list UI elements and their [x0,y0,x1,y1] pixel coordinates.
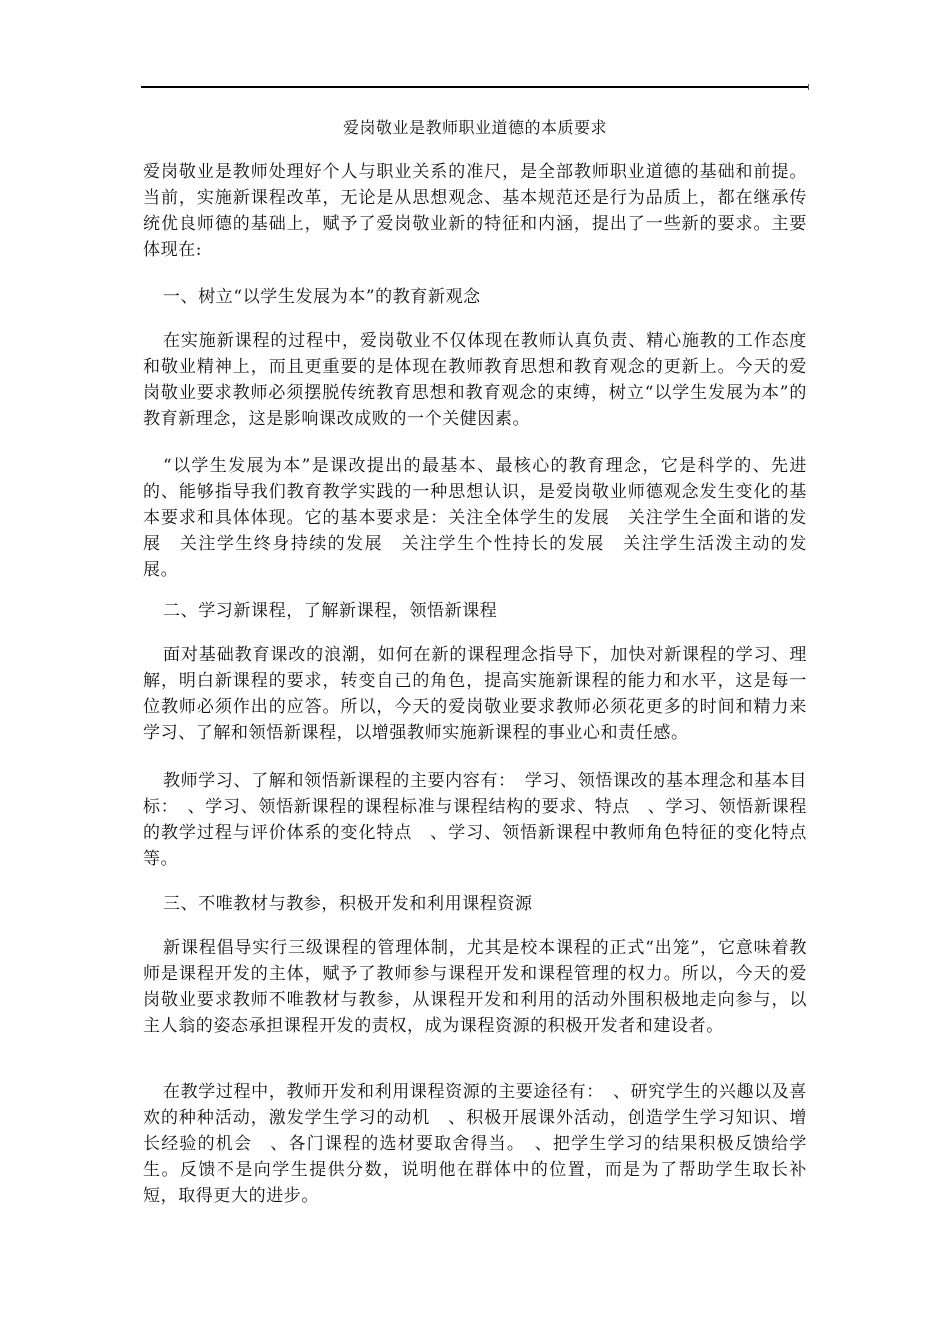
section-3-paragraph-2: 在教学过程中，教师开发和利用课程资源的主要途径有： 、研究学生的兴趣以及喜欢的种种活动，激发学生学习的动机 、积极开展课外活动，创造学生学习知识、增长经验的机会 、各门课程的选材要取舍得当。 、把学生学习的结果积极反馈给学生。反馈不是向学生提供分数，说明他在群体中的位置，而是为了帮助学生取长补短，取得更大的进步。 [143,1082,807,1206]
section-3-paragraph-1: 新课程倡导实行三级课程的管理体制，尤其是校本课程的正式“出笼”，它意味着教师是课程开发的主体，赋予了教师参与课程开发和课程管理的权力。所以，今天的爱岗敬业要求教师不唯教材与教参，从课程开发和利用的活动外围积极地走向参与，以主人翁的姿态承担课程开发的责权，成为课程资源的积极开发者和建设者。 [143,938,807,1036]
header-rule-tick [808,84,809,90]
intro-paragraph: 爱岗敬业是教师处理好个人与职业关系的准尺，是全部教师职业道德的基础和前提。当前，实施新课程改革，无论是从思想观念、基本规范还是行为品质上，都在继承传统优良师德的基础上，赋予了爱岗敬业新的特征和内涵，提出了一些新的要求。主要体现在: [143,162,807,260]
section-1-paragraph-2: “以学生发展为本”是课改提出的最基本、最核心的教育理念，它是科学的、先进的、能够指导我们教育教学实践的一种思想认识，是爱岗敬业师德观念发生变化的基本要求和具体体现。它的基本要求是：关注全体学生的发展 关注学生全面和谐的发展 关注学生终身持续的发展 关注学生个性持长的发展 关注学生活泼主动的发展。 [143,456,807,580]
section-1-paragraph-1: 在实施新课程的过程中，爱岗敬业不仅体现在教师认真负责、精心施教的工作态度和敬业精神上，而且更重要的是体现在教师教育思想和教育观念的更新上。今天的爱岗敬业要求教师必须摆脱传统教育思想和教育观念的束缚，树立“以学生发展为本”的教育新理念，这是影响课改成败的一个关健因素。 [143,331,807,429]
section-1-heading: 一、树立“以学生发展为本”的教育新观念 [163,287,481,307]
section-2-heading: 二、学习新课程，了解新课程，领悟新课程 [163,601,498,621]
section-3-heading: 三、不唯教材与教参，积极开发和利用课程资源 [163,894,533,914]
section-2-paragraph-1: 面对基础教育课改的浪潮，如何在新的课程理念指导下，加快对新课程的学习、理解，明白新课程的要求，转变自己的角色，提高实施新课程的能力和水平，这是每一位教师必须作出的应答。所以，今天的爱岗敬业要求教师必须花更多的时间和精力来学习、了解和领悟新课程，以增强教师实施新课程的事业心和责任感。 [143,645,807,743]
section-2-paragraph-2: 教师学习、了解和领悟新课程的主要内容有： 学习、领悟课改的基本理念和基本目标： 、学习、领悟新课程的课程标准与课程结构的要求、特点 、学习、领悟新课程的教学过程与评价体系的变化特点 、学习、领悟新课程中教师角色特征的变化特点等。 [143,771,807,869]
document-title: 爱岗敬业是教师职业道德的本质要求 [342,118,607,137]
header-rule [141,86,809,88]
